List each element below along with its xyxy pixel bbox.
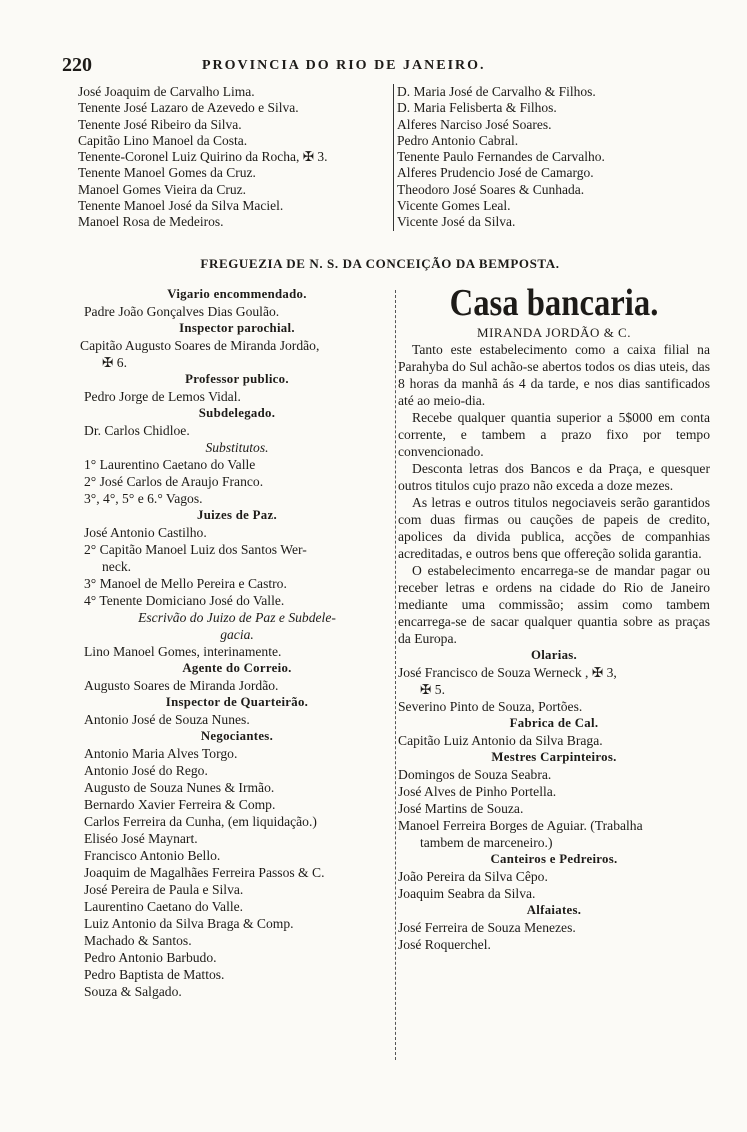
column-divider [395,290,397,1060]
list-item: Carlos Ferreira da Cunha, (em liquidação.) [84,814,317,829]
list-item: Lino Manoel Gomes, interinamente. [84,644,282,659]
list-item: ✠ 5. [420,682,445,697]
list-item: José Alves de Pinho Portella. [398,784,557,799]
list-item: José Ferreira de Souza Menezes. [398,920,576,935]
list-item: Augusto de Souza Nunes & Irmão. [84,780,275,795]
list-item: Domingos de Souza Seabra. [398,767,552,782]
list-item: tambem de marceneiro.) [420,835,553,850]
heading-vigario: Vigario encommendado. [167,287,307,301]
heading-cal: Fabrica de Cal. [509,716,599,730]
list-item: José Francisco de Souza Werneck , ✠ 3, [398,665,617,680]
heading-escrivao: Escrivão do Juizo de Paz e Subdele- [138,610,336,625]
list-item: Theodoro José Soares & Cunhada. [397,181,585,197]
list-item: Capitão Augusto Soares de Miranda Jordão, [80,338,320,353]
heading-subdelegado: Subdelegado. [198,406,276,420]
list-item: José Martins de Souza. [398,801,524,816]
list-item: ✠ 6. [102,355,127,370]
list-item: Joaquim de Magalhães Ferreira Passos & C. [84,865,325,880]
list-item: Francisco Antonio Bello. [84,848,221,863]
list-item: 4° Tenente Domiciano José do Valle. [84,593,285,608]
list-item: 3° Manoel de Mello Pereira e Castro. [84,576,287,591]
list-item: D. Maria José de Carvalho & Filhos. [397,84,596,99]
list-item: neck. [102,559,132,574]
page-header [62,54,622,78]
heading-carpinteiros: Mestres Carpinteiros. [491,750,617,764]
list-item: Manoel Gomes Vieira da Cruz. [78,181,247,197]
list-item: Manoel Rosa de Medeiros. [78,214,224,230]
heading-negociantes: Negociantes. [200,729,274,743]
list-item: José Joaquim de Carvalho Lima. [78,84,255,99]
bank-paragraph: Desconta letras dos Bancos e da Praça, e quesquer outros titulos cujo prazo não exceda a doze mezes. [398,461,710,493]
list-item: Manoel Ferreira Borges de Aguiar. (Trabalha [398,818,643,833]
list-item: Capitão Lino Manoel da Costa. [78,132,248,148]
list-item: Pedro Antonio Cabral. [397,132,519,148]
list-item: 2° Capitão Manoel Luiz dos Santos Wer- [84,542,307,557]
page-number: 220 [62,54,92,76]
list-item: 1° Laurentino Caetano do Valle [84,457,256,472]
list-item: Luiz Antonio da Silva Braga & Comp. [84,916,294,931]
heading-professor: Professor publico. [185,372,289,386]
bank-paragraph: Recebe qualquer quantia superior a 5$000 em conta corrente, e tambem a prazo fixo por tempo convencionado. [398,410,710,459]
heading-agente: Agente do Correio. [182,661,292,675]
list-item: Alferes Prudencio José de Camargo. [397,165,594,181]
bank-paragraph: Tanto este estabelecimento como a caixa filial na Parahyba do Sul achão-se abertos todos os dias uteis, das 8 horas da manhã ás 4 da tarde, e nos dias santificados até ao meio-dia. [398,342,710,408]
left-column [80,286,394,1000]
top-left-list [78,84,390,231]
list-item: José Roquerchel. [398,937,491,952]
heading-juizes: Juizes de Paz. [197,508,277,522]
list-item: Capitão Luiz Antonio da Silva Braga. [398,733,603,748]
list-item: Machado & Santos. [84,933,192,948]
bank-subtitle: MIRANDA JORDÃO & C. [477,325,631,340]
list-item: Laurentino Caetano do Valle. [84,899,244,914]
heading-alfaiates: Alfaiates. [526,903,582,917]
list-item: Vicente Gomes Leal. [397,198,511,214]
list-item: Antonio José de Souza Nunes. [84,712,250,727]
list-item: Tenente José Lazaro de Azevedo e Silva. [78,100,299,116]
list-item: Tenente José Ribeiro da Silva. [78,116,242,132]
list-item: Augusto Soares de Miranda Jordão. [84,678,279,693]
list-item: Pedro Antonio Barbudo. [84,950,217,965]
list-item: 3°, 4°, 5° e 6.° Vagos. [84,491,203,506]
list-item: 2° José Carlos de Araujo Franco. [84,474,264,489]
list-item: Eliséo José Maynart. [84,831,198,846]
heading-canteiros: Canteiros e Pedreiros. [490,852,618,866]
section-title: FREGUEZIA DE N. S. DA CONCEIÇÃO DA BEMPOSTA. [200,256,560,271]
list-item: José Pereira de Paula e Silva. [84,882,244,897]
list-item: João Pereira da Silva Cêpo. [398,869,548,884]
list-item: José Antonio Castilho. [84,525,207,540]
list-item: Pedro Baptista de Mattos. [84,967,225,982]
list-item: Bernardo Xavier Ferreira & Comp. [84,797,276,812]
heading-inspector: Inspector parochial. [179,321,295,335]
list-item: Pedro Jorge de Lemos Vidal. [84,389,241,404]
heading-escrivao-cont: gacia. [220,627,254,642]
list-item: Antonio Maria Alves Torgo. [84,746,238,761]
list-item: Tenente Manoel Gomes da Cruz. [78,165,256,181]
list-item: Severino Pinto de Souza, Portões. [398,699,583,714]
heading-substitutos: Substitutos. [205,440,269,455]
bank-paragraph: As letras e outros titulos negociaveis serão garantidos com duas firmas ou cauções de papeis de credito, apolices da divida publica, acções de companhias acreditadas, e outros bens que offereção solida garantia. [398,495,710,561]
heading-olarias: Olarias. [530,648,578,662]
list-item: Vicente José da Silva. [397,214,516,230]
list-item: Souza & Salgado. [84,984,182,999]
bank-paragraph: O estabelecimento encarrega-se de mandar pagar ou receber letras e ordens na cidade do Rio de Janeiro mediante uma commissão; assim como tambem encarrega-se de sacar qualquer quantia sobre as praças da Europa. [398,563,710,646]
list-item: Tenente-Coronel Luiz Quirino da Rocha, ✠ 3. [78,149,328,165]
bank-title: Casa bancaria. [449,282,659,324]
list-item: Antonio José do Rego. [84,763,208,778]
top-right-list [393,84,697,231]
list-item: Dr. Carlos Chidloe. [84,423,190,438]
list-item: Joaquim Seabra da Silva. [398,886,536,901]
list-item: Alferes Narciso José Soares. [397,116,552,132]
list-item: Tenente Manoel José da Silva Maciel. [78,198,284,214]
heading-quarteirao: Inspector de Quarteirão. [165,695,309,709]
right-column [398,282,710,953]
running-title: PROVINCIA DO RIO DE JANEIRO. [202,58,486,73]
list-item: Padre João Gonçalves Dias Goulão. [84,304,280,319]
list-item: D. Maria Felisberta & Filhos. [397,100,557,116]
list-item: Tenente Paulo Fernandes de Carvalho. [397,149,605,165]
